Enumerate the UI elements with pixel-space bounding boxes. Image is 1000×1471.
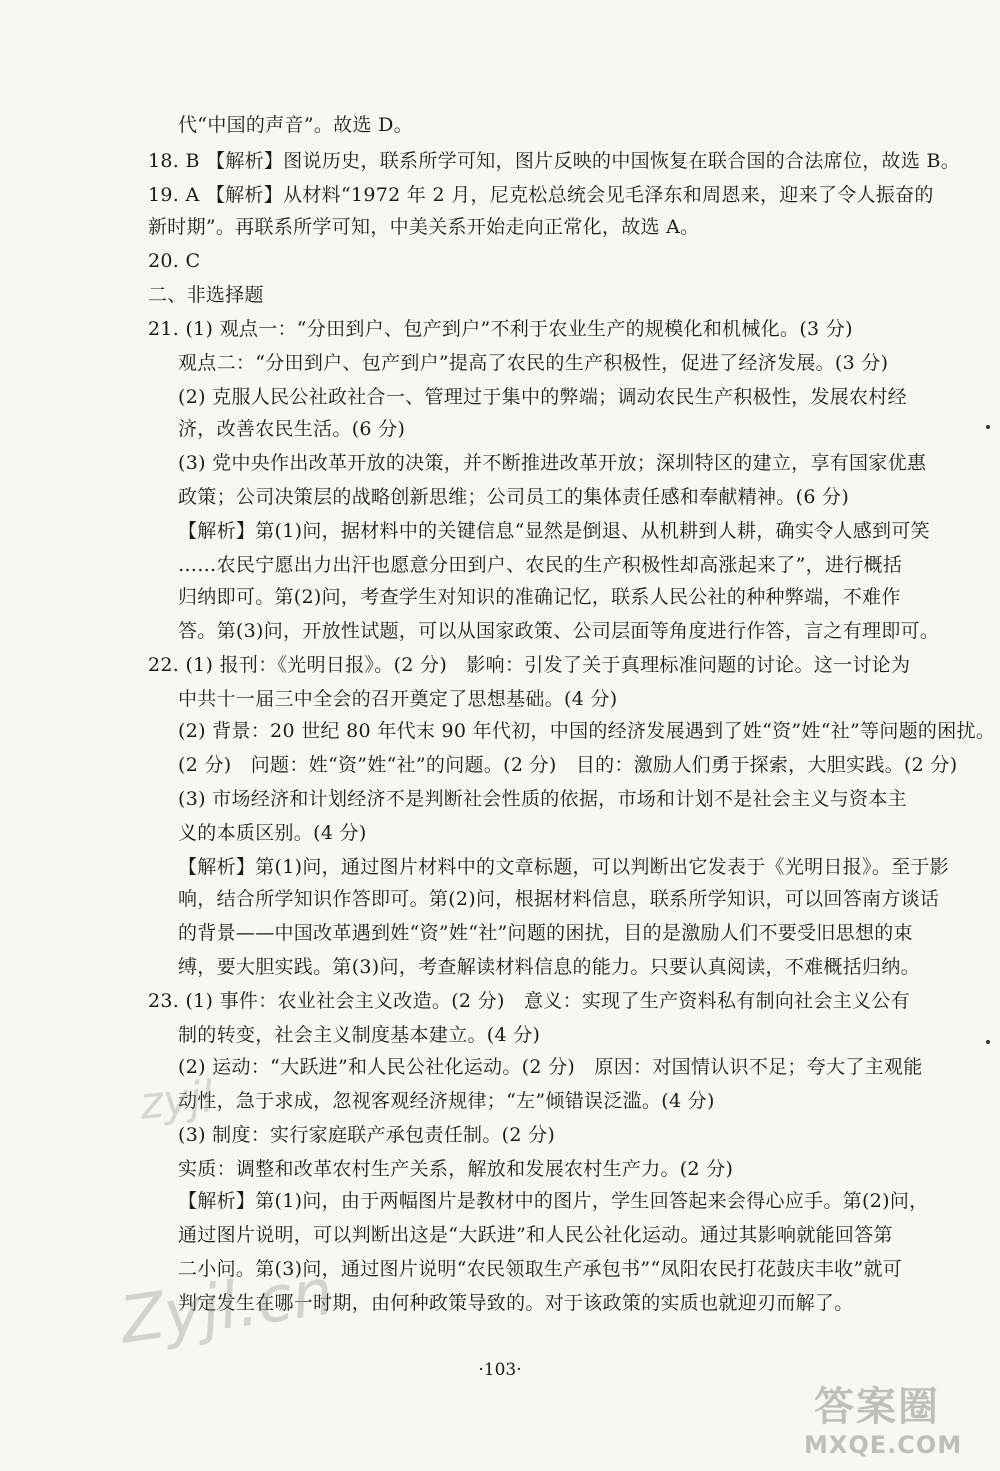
analysis-line: 二小问。第(3)问，通过图片说明“农民领取生产承包书”“凤阳农民打花鼓庆丰收”就可 (178, 1258, 903, 1280)
logo-url: MXQE.COM (804, 1431, 963, 1459)
analysis-line: 【解析】第(1)问，据材料中的关键信息“显然是倒退、从机耕到人耕，确实令人感到可笑 (178, 520, 930, 542)
text-line: 新时期”。再联系所学可知，中美关系开始走向正常化，故选 A。 (148, 216, 700, 238)
watermark-large: Zyjl.cn (115, 1255, 338, 1359)
answer-22: 22. (1) 报刊：《光明日报》。(2 分) 影响：引发了关于真理标准问题的讨论。这一讨论为 (148, 654, 911, 676)
text-line: 义的本质区别。(4 分) (178, 822, 367, 844)
analysis-line: 通过图片说明，可以判断出这是“大跃进”和人民公社化运动。通过其影响就能回答第 (178, 1224, 893, 1246)
text-line: 中共十一届三中全会的召开奠定了思想基础。(4 分) (178, 688, 618, 710)
analysis-line: 响，结合所学知识作答即可。第(2)问，根据材料信息，联系所学知识，可以回答南方谈话 (178, 888, 940, 910)
text-line: 代“中国的声音”。故选 D。 (178, 114, 413, 136)
text-line: 实质：调整和改革农村生产关系，解放和发展农村生产力。(2 分) (178, 1158, 734, 1180)
scan-mark (986, 425, 990, 429)
watermark-small: zyjl (137, 1071, 217, 1130)
text-line: (2) 背景：20 世纪 80 年代末 90 年代初，中国的经济发展遇到了姓“资”姓“社”等问题的困扰。 (178, 720, 996, 742)
text-line: (2) 克服人民公社政社合一、管理过于集中的弊端；调动农民生产积极性，发展农村经 (178, 386, 907, 408)
text-line: (2 分) 问题：姓“资”姓“社”的问题。(2 分) 目的：激励人们勇于探索，大胆实践。(2 分) (178, 754, 958, 776)
answer-18: 18. B 【解析】图说历史，联系所学可知，图片反映的中国恢复在联合国的合法席位，故选 B。 (148, 150, 961, 172)
text-line: (2) 运动：“大跃进”和人民公社化运动。(2 分) 原因：对国情认识不足；夸大了主观能 (178, 1056, 923, 1078)
scan-mark (986, 1040, 990, 1044)
analysis-line: 缚，要大胆实践。第(3)问，考查解读材料信息的能力。只要认真阅读，不难概括归纳。 (178, 956, 920, 978)
analysis-line: 【解析】第(1)问，由于两幅图片是教材中的图片，学生回答起来会得心应手。第(2)问， (178, 1190, 929, 1212)
analysis-line: ……农民宁愿出力出汗也愿意分田到户、农民的生产积极性却高涨起来了”，进行概括 (178, 554, 903, 576)
analysis-line: 的背景——中国改革遇到姓“资”姓“社”问题的困扰，目的是激励人们不要受旧思想的束 (178, 922, 913, 944)
text-line: 观点二：“分田到户、包产到户”提高了农民的生产积极性，促进了经济发展。(3 分) (178, 352, 889, 374)
text-line: (3) 市场经济和计划经济不是判断社会性质的依据，市场和计划不是社会主义与资本主 (178, 788, 907, 810)
page-number: ·103· (478, 1360, 522, 1380)
answer-23: 23. (1) 事件：农业社会主义改造。(2 分) 意义：实现了生产资料私有制向社会主义公有 (148, 990, 910, 1012)
text-line: (3) 制度：实行家庭联产承包责任制。(2 分) (178, 1124, 556, 1146)
answer-20: 20. C (148, 250, 201, 272)
answer-21: 21. (1) 观点一：“分田到户、包产到户”不利于农业生产的规模化和机械化。(3 分) (148, 318, 853, 340)
section-heading: 二、非选择题 (148, 284, 264, 306)
text-line: 动性，急于求成，忽视客观经济规律；“左”倾错误泛滥。(4 分) (178, 1090, 715, 1112)
analysis-line: 判定发生在哪一时期，由何种政策导致的。对于该政策的实质也就迎刃而解了。 (178, 1292, 854, 1314)
analysis-line: 答。第(3)问，开放性试题，可以从国家政策、公司层面等角度进行作答，言之有理即可。 (178, 620, 940, 642)
analysis-line: 【解析】第(1)问，通过图片材料中的文章标题，可以判断出它发表于《光明日报》。至于影 (178, 856, 950, 878)
logo-text: 答案圈 (814, 1384, 940, 1430)
text-line: 政策；公司决策层的战略创新思维；公司员工的集体责任感和奉献精神。(6 分) (178, 486, 850, 508)
text-line: 济，改善农民生活。(6 分) (178, 418, 406, 440)
site-logo (800, 1375, 990, 1465)
text-line: (3) 党中央作出改革开放的决策，并不断推进改革开放；深圳特区的建立，享有国家优惠 (178, 452, 927, 474)
text-line: 制的转变，社会主义制度基本建立。(4 分) (178, 1024, 541, 1046)
answer-19: 19. A 【解析】从材料“1972 年 2 月，尼克松总统会见毛泽东和周恩来，迎来了令人振奋的 (148, 184, 934, 206)
analysis-line: 归纳即可。第(2)问，考查学生对知识的准确记忆，联系人民公社的种种弊端，不难作 (178, 586, 901, 608)
